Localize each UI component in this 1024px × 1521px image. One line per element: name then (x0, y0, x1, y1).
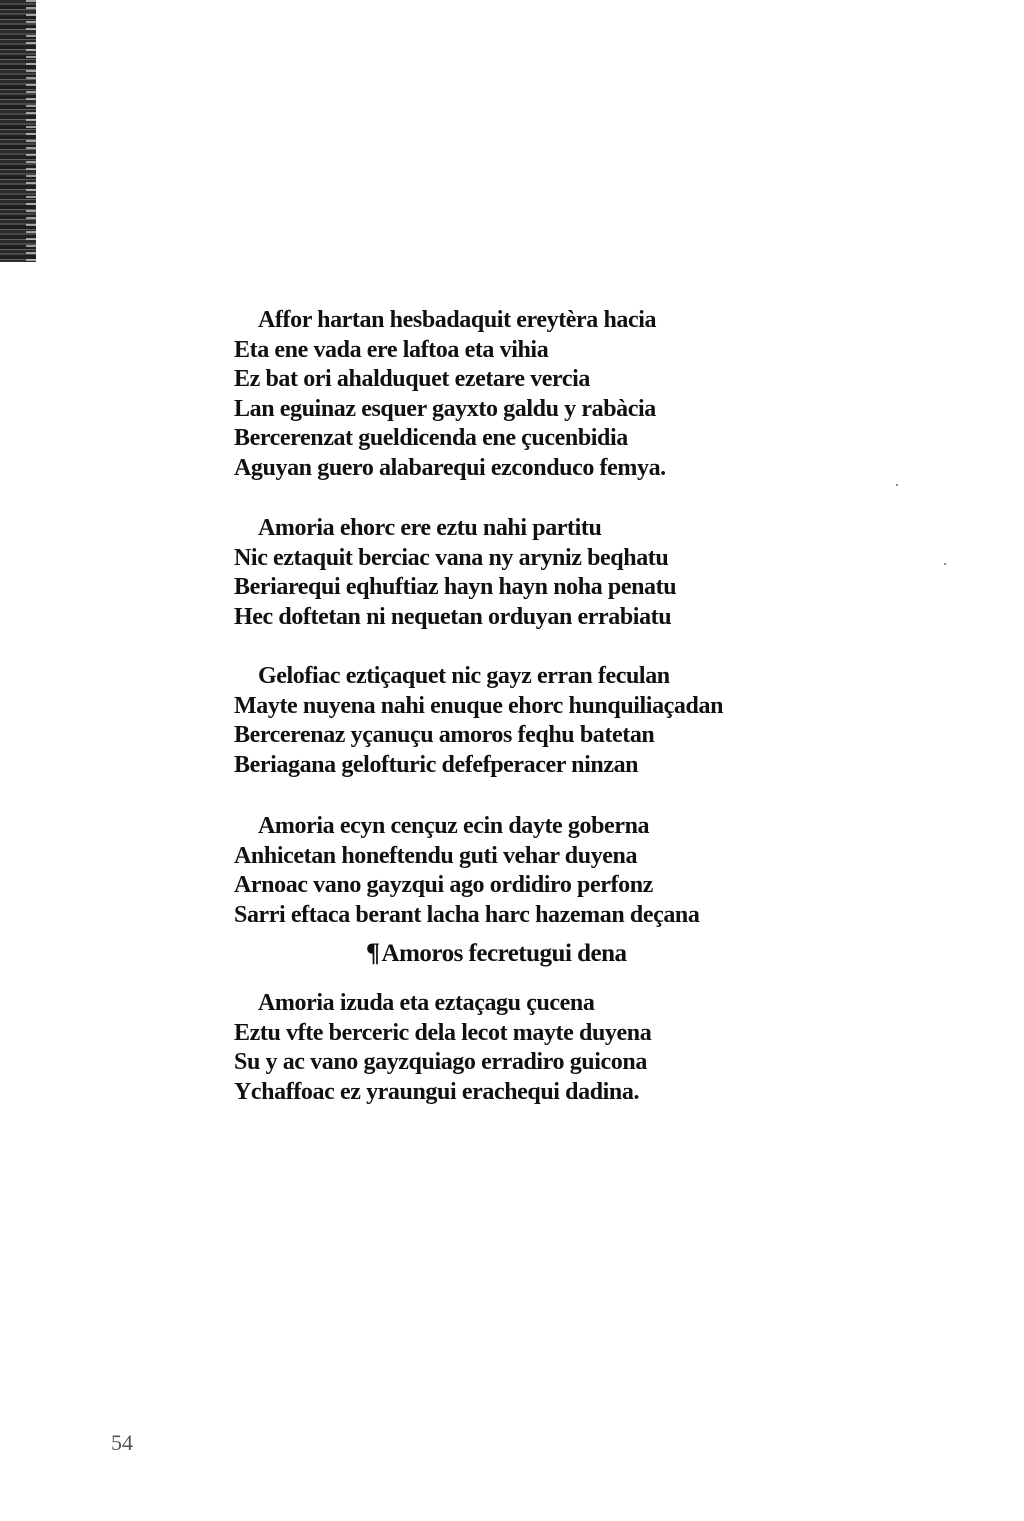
closing-heading-text: Amoros fecretugui dena (381, 940, 627, 967)
verse-line: Eta ene vada ere laftoa eta vihia (234, 336, 549, 363)
verse-line: Anhicetan honeftendu guti vehar duyena (234, 842, 638, 869)
verse-line: Affor hartan hesbadaquit ereytèra hacia (258, 307, 657, 333)
scan-edge-mark (0, 0, 36, 262)
verse-line: Sarri eftaca berant lacha harc hazeman deçana (234, 901, 700, 928)
verse-line: Amoria ehorc ere eztu nahi partitu (258, 515, 602, 541)
verse-line: Mayte nuyena nahi enuque ehorc hunquiliaçadan (234, 692, 724, 719)
page-number: 54 (111, 1430, 133, 1455)
verse-line: Nic eztaquit berciac vana ny aryniz beqhatu (234, 544, 669, 571)
verse-line: Amoria ecyn cençuz ecin dayte goberna (258, 813, 650, 839)
verse-line: Beriagana gelofturic defefperacer ninzan (234, 751, 639, 778)
closing-heading (366, 938, 627, 969)
verse-line: Su y ac vano gayzquiago erradiro guicona (234, 1049, 647, 1075)
verse-line: Ez bat ori ahalduquet ezetare vercia (234, 366, 590, 392)
verse-line: Lan eguinaz esquer gayxto galdu y rabàcia (234, 395, 656, 422)
stanza-4 (234, 812, 834, 930)
verse-line: Bercerenaz yçanuçu amoros feqhu batetan (234, 722, 655, 748)
verse-line: Eztu vfte berceric dela lecot mayte duyena (234, 1019, 652, 1046)
verse-line: Bercerenzat gueldicenda ene çucenbidia (234, 425, 628, 451)
ink-speck (944, 563, 946, 565)
verse-line: Beriarequi eqhuftiaz hayn hayn noha penatu (234, 574, 677, 600)
verse-line: Aguyan guero alabarequi ezconduco femya. (234, 454, 666, 481)
stanza-5 (234, 989, 834, 1107)
verse-line: Amoria izuda eta eztaçagu çucena (258, 990, 595, 1016)
pilcrow-icon: ¶ (366, 938, 380, 967)
stanza-1 (234, 306, 834, 483)
stanza-2 (234, 514, 834, 632)
ink-speck (896, 484, 898, 486)
poem-body (234, 306, 834, 1138)
verse-line: Hec doftetan ni nequetan orduyan errabiatu (234, 603, 672, 630)
verse-line: Gelofiac eztiçaquet nic gayz erran feculan (258, 663, 670, 689)
stanza-3 (234, 662, 834, 780)
verse-line: Arnoac vano gayzqui ago ordidiro perfonz (234, 872, 653, 898)
verse-line: Ychaffoac ez yraungui erachequi dadina. (234, 1078, 640, 1105)
